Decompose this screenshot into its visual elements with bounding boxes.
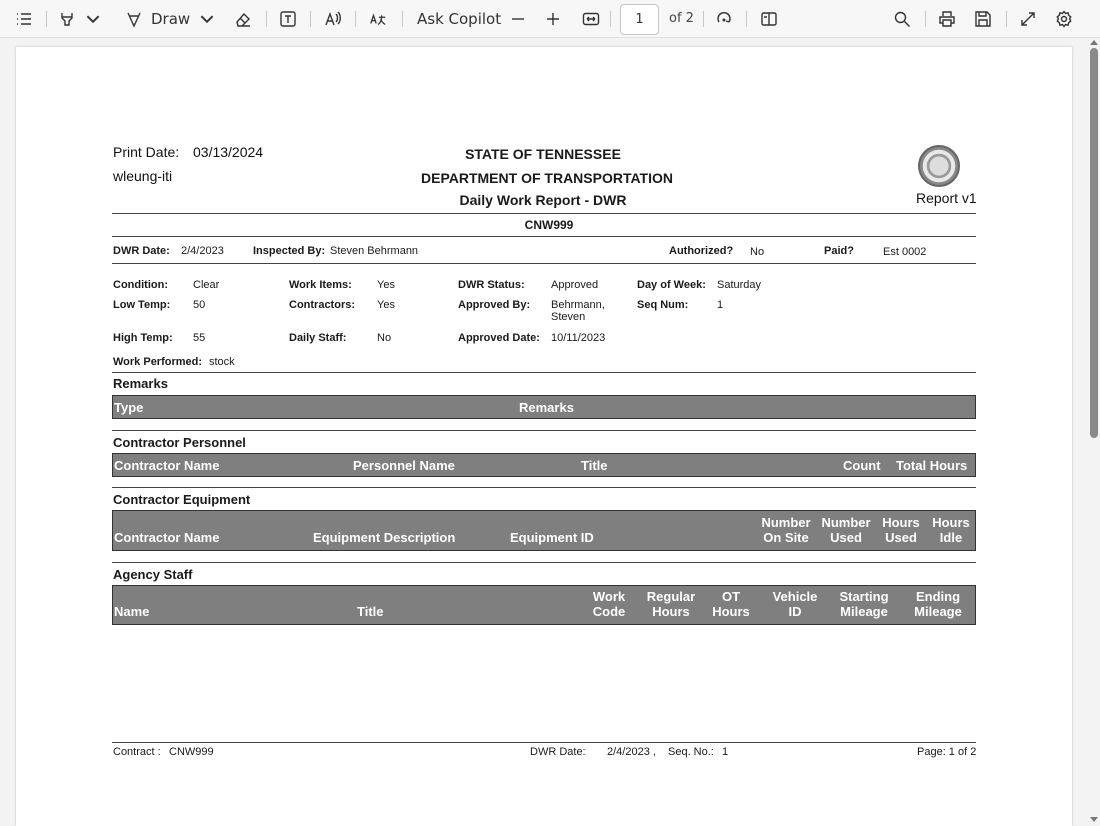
translate-icon[interactable] (365, 0, 391, 38)
dwr-date-value: 2/4/2023 (181, 245, 224, 257)
highlight-options-chevron-down-icon[interactable] (86, 0, 100, 38)
header-line: Hours (932, 515, 970, 530)
approved-by-value-line2: Steven (551, 311, 586, 323)
add-text-icon[interactable] (276, 0, 300, 38)
header-line: Code (592, 604, 626, 619)
daily-staff-value: No (377, 332, 392, 344)
column-header-number-used (818, 515, 874, 545)
header-line: Idle (939, 530, 963, 545)
tennessee-seal-logo (918, 145, 960, 187)
divider (112, 372, 976, 373)
footer-dwr-date-label: DWR Date: (530, 746, 586, 758)
fit-to-width-icon[interactable] (580, 0, 602, 38)
header-line: Mileage (840, 604, 888, 619)
full-screen-icon[interactable] (1017, 0, 1039, 38)
divider (112, 430, 976, 431)
read-aloud-icon[interactable] (321, 0, 345, 38)
inspected-by-label: Inspected By: (253, 245, 326, 257)
remarks-section-title: Remarks (113, 376, 168, 391)
column-header-starting-mileage (833, 589, 895, 619)
contractor-equipment-table-header (112, 510, 976, 551)
work-items-value: Yes (377, 279, 395, 291)
condition-label: Condition: (113, 279, 168, 291)
column-header-name: Name (114, 604, 150, 619)
contract-id: CNW999 (524, 218, 574, 232)
username: wleung-iti (113, 168, 173, 184)
divider (112, 562, 976, 563)
approved-date-value: 10/11/2023 (551, 332, 606, 344)
scroll-up-arrow-icon[interactable] (1090, 40, 1098, 45)
column-header-count: Count (843, 458, 881, 473)
paid-label: Paid? (824, 245, 854, 257)
column-header-work-code (587, 589, 631, 619)
vertical-scrollbar[interactable] (1088, 38, 1100, 826)
dwr-date-label: DWR Date: (113, 245, 170, 257)
footer-seq-value: 1 (722, 746, 729, 758)
draw-icon[interactable] (122, 0, 146, 38)
footer-contract-value: CNW999 (169, 746, 214, 758)
high-temp-label: High Temp: (113, 332, 173, 344)
table-of-contents-icon[interactable] (12, 0, 36, 38)
header-line: OT (721, 589, 741, 604)
header-line: On Site (763, 530, 809, 545)
approved-by-label: Approved By: (458, 299, 531, 311)
ask-copilot-label: Ask Copilot (417, 10, 502, 28)
low-temp-value: 50 (193, 299, 206, 311)
report-title-department: DEPARTMENT OF TRANSPORTATION (421, 170, 673, 186)
footer-dwr-date-value: 2/4/2023 , (607, 746, 656, 758)
header-line: Used (885, 530, 917, 545)
footer-divider (112, 742, 976, 743)
approved-date-label: Approved Date: (458, 332, 540, 344)
zoom-out-icon[interactable] (508, 0, 528, 38)
header-line: Hours (882, 515, 920, 530)
column-header-regular-hours (642, 589, 700, 619)
pdf-toolbar (0, 0, 1100, 38)
header-line: Mileage (914, 604, 962, 619)
contractors-value: Yes (377, 299, 395, 311)
header-line: Regular (646, 589, 696, 604)
footer-page-number: Page: 1 of 2 (917, 746, 977, 758)
column-header-type: Type (114, 400, 144, 415)
print-date-value: 03/13/2024 (193, 144, 264, 160)
contractor-personnel-table-header (112, 453, 976, 477)
report-title-dwr: Daily Work Report - DWR (459, 192, 627, 208)
column-header-hours-used (879, 515, 923, 545)
approved-by-value-line1: Behrmann, (551, 299, 605, 311)
search-icon[interactable] (891, 0, 913, 38)
paid-value: Est 0002 (883, 246, 927, 258)
footer-contract-label: Contract : (113, 746, 161, 758)
authorized-label: Authorized? (669, 245, 734, 257)
eraser-icon[interactable] (231, 0, 255, 38)
header-line: ID (788, 604, 802, 619)
column-header-hours-idle (928, 515, 974, 545)
day-of-week-value: Saturday (717, 279, 762, 291)
divider (112, 213, 976, 214)
header-line: Work (592, 589, 626, 604)
work-performed-value: stock (209, 356, 235, 368)
divider (112, 487, 976, 488)
save-icon[interactable] (972, 0, 994, 38)
report-title-state: STATE OF TENNESSEE (465, 146, 621, 162)
divider (112, 236, 976, 237)
column-header-vehicle-id (767, 589, 823, 619)
print-icon[interactable] (936, 0, 958, 38)
column-header-title: Title (357, 604, 384, 619)
header-line: Number (821, 515, 871, 530)
day-of-week-label: Day of Week: (637, 279, 706, 291)
daily-staff-label: Daily Staff: (289, 332, 347, 344)
settings-gear-icon[interactable] (1053, 0, 1075, 38)
agency-staff-table-header (112, 585, 976, 625)
page-count-label: of 2 (669, 11, 694, 26)
scrollbar-thumb[interactable] (1090, 48, 1098, 438)
column-header-title: Title (581, 458, 608, 473)
draw-button[interactable] (151, 0, 190, 38)
page-view-icon[interactable] (758, 0, 780, 38)
work-performed-label: Work Performed: (113, 356, 203, 368)
authorized-value: No (750, 246, 765, 258)
column-header-personnel-name: Personnel Name (353, 458, 455, 473)
column-header-total-hours: Total Hours (896, 458, 968, 473)
header-line: Hours (712, 604, 750, 619)
ask-copilot-button[interactable] (417, 0, 501, 38)
dwr-status-value: Approved (551, 279, 599, 291)
contractors-label: Contractors: (289, 299, 356, 311)
low-temp-label: Low Temp: (113, 299, 171, 311)
inspected-by-value: Steven Behrmann (330, 245, 419, 257)
divider (112, 263, 976, 264)
column-header-equipment-description: Equipment Description (313, 530, 456, 545)
column-header-contractor-name: Contractor Name (114, 458, 220, 473)
column-header-ot-hours (708, 589, 754, 619)
dwr-status-label: DWR Status: (458, 279, 525, 291)
seq-num-value: 1 (717, 299, 724, 311)
draw-label: Draw (151, 10, 191, 28)
column-header-contractor-name: Contractor Name (114, 530, 220, 545)
report-version: Report v1 (916, 190, 977, 206)
highlight-icon[interactable] (55, 0, 79, 38)
zoom-in-icon[interactable] (543, 0, 563, 38)
condition-value: Clear (193, 279, 220, 291)
high-temp-value: 55 (193, 332, 206, 344)
rotate-icon[interactable] (713, 0, 735, 38)
header-line: Ending (915, 589, 961, 604)
contractor-equipment-section-title: Contractor Equipment (113, 492, 251, 507)
header-line: Starting (839, 589, 889, 604)
agency-staff-section-title: Agency Staff (113, 567, 193, 582)
column-header-number-on-site (759, 515, 813, 545)
print-date-label: Print Date: (113, 144, 180, 160)
header-line: Used (830, 530, 862, 545)
page-number-input[interactable]: 1 (620, 4, 659, 35)
scroll-down-arrow-icon[interactable] (1090, 817, 1098, 822)
column-header-remarks: Remarks (519, 400, 574, 415)
column-header-ending-mileage (907, 589, 969, 619)
seq-num-label: Seq Num: (637, 299, 689, 311)
header-line: Vehicle (772, 589, 818, 604)
work-items-label: Work Items: (289, 279, 352, 291)
remarks-table-header (112, 395, 976, 419)
contractor-personnel-section-title: Contractor Personnel (113, 435, 246, 450)
footer-seq-label: Seq. No.: (668, 746, 714, 758)
header-line: Number (761, 515, 811, 530)
header-line: Hours (652, 604, 690, 619)
column-header-equipment-id: Equipment ID (510, 530, 594, 545)
draw-options-chevron-down-icon[interactable] (200, 0, 214, 38)
